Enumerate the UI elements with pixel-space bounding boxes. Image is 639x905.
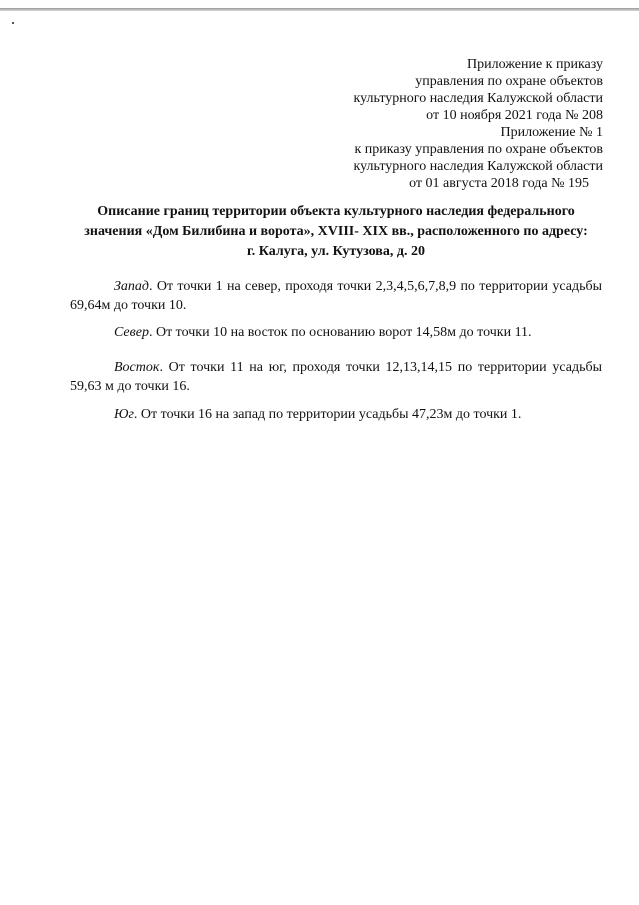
direction-label: Юг — [114, 407, 134, 422]
boundary-south — [70, 405, 602, 424]
paragraph-text: . От точки 16 на запад по территории усадьбы 47,23м до точки 1. — [133, 407, 522, 422]
paragraph-line — [70, 277, 602, 296]
direction-label: Запад — [114, 279, 150, 294]
paragraph-line — [70, 405, 602, 424]
paragraph-text: . От точки 11 на юг, проходя точки 12,13,14,15 по территории усадьбы — [159, 360, 602, 375]
scan-top-edge — [0, 8, 639, 11]
paragraph-line — [70, 323, 602, 342]
direction-label: Восток — [114, 360, 160, 375]
header-line: от 01 августа 2018 года № 195 — [409, 176, 589, 191]
header-line: от 10 ноября 2021 года № 208 — [426, 108, 603, 123]
header-line: культурного наследия Калужской области — [353, 91, 603, 106]
paragraph-line — [70, 358, 602, 377]
appendix-header — [273, 56, 603, 192]
scan-speck — [12, 22, 14, 24]
boundary-east — [70, 358, 602, 396]
boundary-west — [70, 277, 602, 315]
document-title — [70, 202, 602, 262]
boundary-north — [70, 323, 602, 342]
paragraph-text: . От точки 1 на север, проходя точки 2,3,4,5,6,7,8,9 по территории усадьбы — [149, 279, 602, 294]
header-line: к приказу управления по охране объектов — [354, 142, 603, 157]
header-line: Приложение № 1 — [500, 125, 603, 140]
header-line: культурного наследия Калужской области — [353, 159, 603, 174]
direction-label: Север — [114, 325, 149, 340]
paragraph-text: 69,64м до точки 10. — [70, 298, 187, 313]
paragraph-text: 59,63 м до точки 16. — [70, 379, 190, 394]
header-line: управления по охране объектов — [415, 74, 603, 89]
title-line: г. Калуга, ул. Кутузова, д. 20 — [247, 244, 425, 259]
paragraph-text: . От точки 10 на восток по основанию ворот 14,58м до точки 11. — [148, 325, 532, 340]
title-line: значения «Дом Билибина и ворота», XVIII- XIX вв., расположенного по адресу: — [84, 224, 588, 239]
header-line: Приложение к приказу — [467, 57, 603, 72]
title-line: Описание границ территории объекта культурного наследия федерального — [97, 204, 575, 219]
